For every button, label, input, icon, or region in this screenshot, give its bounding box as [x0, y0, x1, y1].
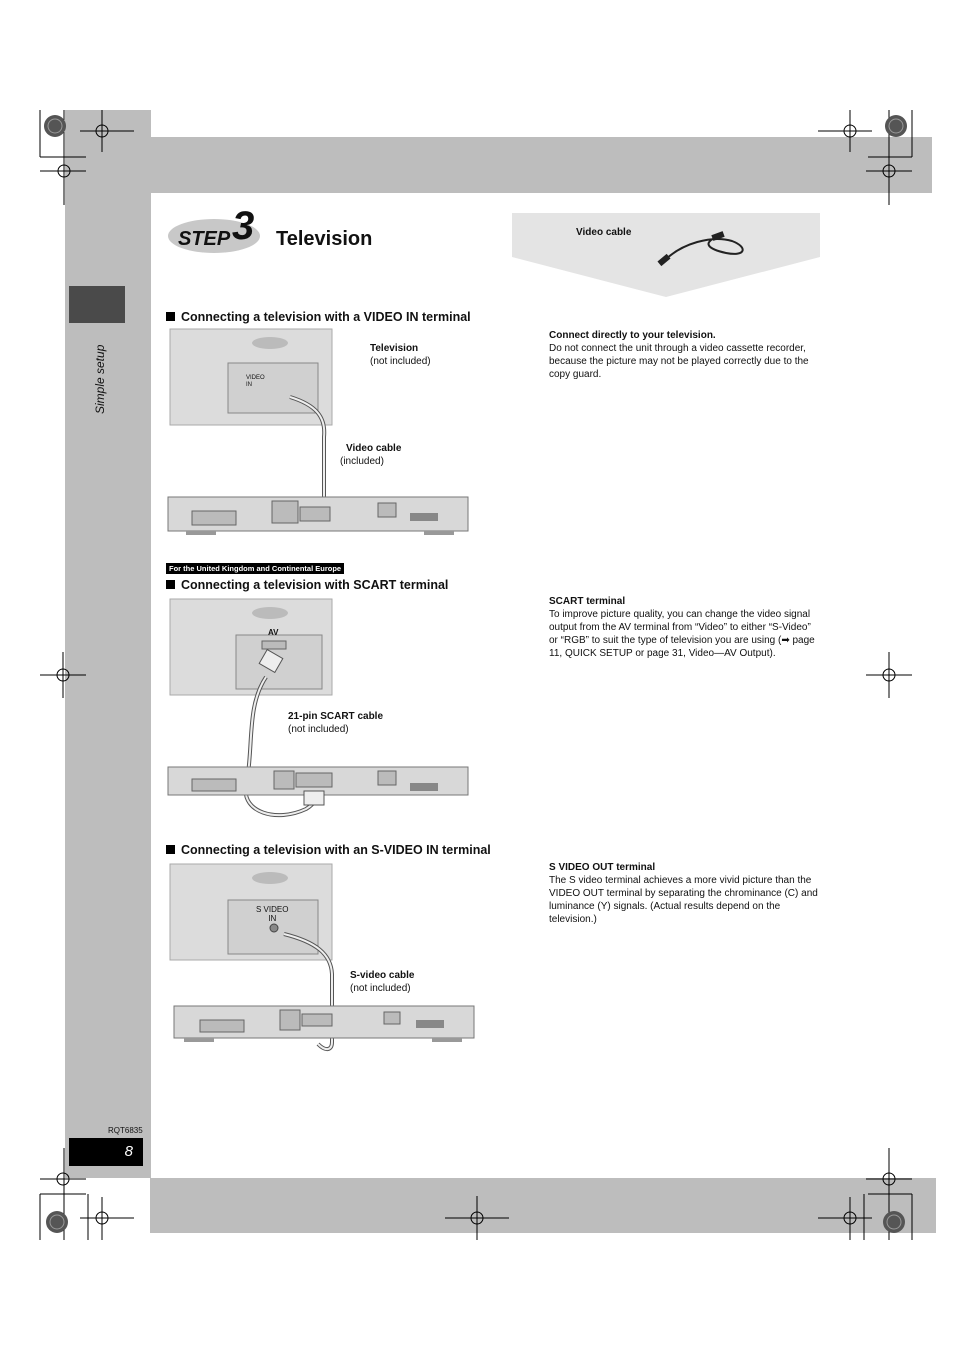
scart-cable-title: 21-pin SCART cable	[288, 711, 384, 722]
video-cable-callout	[512, 213, 820, 297]
note-video-in-title: Connect directly to your television.	[549, 330, 716, 341]
tv-terminal-svideo: S VIDEO IN	[256, 905, 289, 923]
tv-label	[370, 342, 431, 368]
svideo-cable-label	[350, 969, 414, 995]
note-scart-body: To improve picture quality, you can change the video signal output from the AV terminal from “Video” to either “S-Video” or “RGB” to suit the type of television you are using (➡ page 11, QUICK SETUP or page 31, Video—AV Output).	[549, 609, 815, 659]
step-number: 3	[232, 204, 255, 248]
region-tag: For the United Kingdom and Continental Europe	[166, 563, 344, 574]
tv-label-sub: (not included)	[370, 356, 431, 367]
scart-cable-label	[288, 710, 383, 736]
doc-code: RQT6835	[108, 1126, 143, 1135]
video-cable-label	[340, 442, 401, 468]
note-scart	[549, 595, 819, 660]
footer-band	[150, 1178, 936, 1233]
note-svideo	[549, 861, 819, 926]
note-svideo-title: S VIDEO OUT terminal	[549, 862, 656, 873]
section-heading-scart: Connecting a television with SCART terminal	[166, 578, 448, 592]
tv-terminal-av: AV	[268, 628, 279, 637]
svideo-diagram	[166, 862, 480, 1058]
video-cable-sub: (included)	[340, 456, 384, 467]
scart-cable-sub: (not included)	[288, 724, 349, 735]
note-svideo-body: The S video terminal achieves a more vivid picture than the VIDEO OUT terminal by separating the chrominance (C) and luminance (Y) signals. (Actual results depend on the television.)	[549, 875, 818, 925]
svideo-cable-title: S-video cable	[350, 970, 415, 981]
section-heading-video-in: Connecting a television with a VIDEO IN terminal	[166, 310, 471, 324]
video-cable-title: Video cable	[346, 443, 402, 454]
note-video-in	[549, 329, 819, 381]
svideo-cable-sub: (not included)	[350, 983, 411, 994]
page-title: Television	[276, 228, 373, 250]
sidebar-label: Simple setup	[93, 344, 107, 414]
page-number: 8	[69, 1138, 143, 1166]
tv-label-title: Television	[370, 343, 419, 354]
section-heading-svideo: Connecting a television with an S-VIDEO IN terminal	[166, 843, 491, 857]
sidebar	[65, 110, 151, 1178]
step-word: STEP	[178, 228, 231, 250]
note-scart-title: SCART terminal	[549, 596, 626, 607]
sidebar-tab-marker	[69, 286, 125, 323]
callout-label: Video cable	[576, 227, 632, 238]
tv-terminal-video-in: VIDEO IN	[246, 375, 265, 388]
note-video-in-body: Do not connect the unit through a video cassette recorder, because the picture may not be played correctly due to the copy guard.	[549, 343, 809, 380]
header-band	[150, 137, 932, 193]
